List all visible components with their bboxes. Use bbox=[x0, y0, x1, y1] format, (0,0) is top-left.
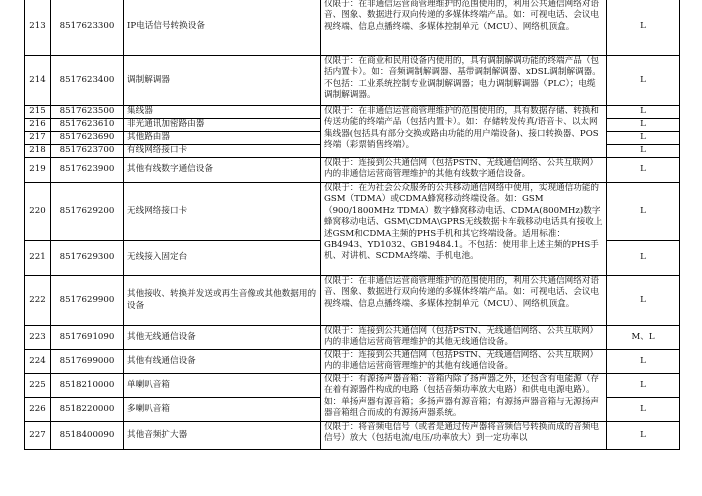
row-number: 214 bbox=[25, 56, 51, 106]
scope-description: 仅限于：有源扬声器音箱：音箱内除了扬声器之外，还包含有电能源（存在着有源器件构成的电路（包括音频功率放大电路）和供电电源电路）。如：单扬声器有源音箱；多扬声器有源音箱；有源扬声器音箱与无源扬声器音箱组合而成的有源扬声器系统。 bbox=[321, 374, 607, 422]
product-name: 非光通讯加密路由器 bbox=[124, 119, 321, 132]
product-name: 无线接入固定台 bbox=[124, 241, 321, 276]
row-number: 227 bbox=[25, 422, 51, 450]
risk-level: L bbox=[607, 398, 680, 422]
product-catalog-table bbox=[24, 0, 680, 450]
scope-description: 仅限于：连接到公共通信网（包括PSTN、无线通信网络、公共互联网）内的非通信运营商管理维护的其他有线通信设备。 bbox=[321, 350, 607, 374]
hs-code: 8517629300 bbox=[51, 241, 124, 276]
product-name: 有线网络接口卡 bbox=[124, 145, 321, 158]
row-number: 221 bbox=[25, 241, 51, 276]
risk-level: L bbox=[607, 119, 680, 132]
table-row bbox=[25, 350, 680, 374]
product-name: 其他路由器 bbox=[124, 132, 321, 145]
table-row bbox=[25, 0, 680, 56]
hs-code: 8517623900 bbox=[51, 158, 124, 183]
hs-code: 8517699000 bbox=[51, 350, 124, 374]
risk-level: L bbox=[607, 374, 680, 398]
row-number: 217 bbox=[25, 132, 51, 145]
scope-description: 仅限于：将音频电信号（或者是通过传声器将音频信号转换而成的音频电信号）放大（包括电流/电压/功率放大）到一定功率以 bbox=[321, 422, 607, 450]
table-row bbox=[25, 106, 680, 119]
risk-level: L bbox=[607, 56, 680, 106]
table-row bbox=[25, 422, 680, 450]
table-row bbox=[25, 183, 680, 241]
scope-description: 仅限于：在非通信运营商管理维护的范围使用的，利用公共通信网络对语音、图象、数据进行双向传递的多媒体终端产品。如：可视电话、会议电视终端、信息点播终端、多媒体控制单元（MCU）、网络机顶盒。 bbox=[321, 276, 607, 326]
scope-description: 仅限于：在商业和民用设备内使用的，具有调制解调功能的终端产品（包括内置卡）。如：音频调制解调器、基带调制解调器、xDSL调制解调器。不包括：工业系统控制专业调制解调器；电力调制解调器（PLC）；电缆调制解调器。 bbox=[321, 56, 607, 106]
scope-description: 仅限于：连接到公共通信网（包括PSTN、无线通信网络、公共互联网）内的非通信运营商管理维护的其他有线数字通信设备。 bbox=[321, 158, 607, 183]
scope-description: 仅限于：在非通信运营商管理维护的范围使用的，具有数据存储、转换和传送功能的终端产品（包括内置卡）。如：存储转发传真/语音卡、以太网集线器(包括具有部分交换或路由功能的用户端设备)、接口转换器、POS终端（彩票销售终端）。 bbox=[321, 106, 607, 158]
hs-code: 8517623690 bbox=[51, 132, 124, 145]
risk-level: L bbox=[607, 422, 680, 450]
table-row bbox=[25, 56, 680, 106]
product-name: 多喇叭音箱 bbox=[124, 398, 321, 422]
row-number: 216 bbox=[25, 119, 51, 132]
row-number: 218 bbox=[25, 145, 51, 158]
risk-level: L bbox=[607, 0, 680, 56]
row-number: 224 bbox=[25, 350, 51, 374]
risk-level: L bbox=[607, 132, 680, 145]
hs-code: 8518210000 bbox=[51, 374, 124, 398]
scope-description: 仅限于：在为社会公众服务的公共移动通信网络中使用，实现通信功能的GSM（TDMA）或CDMA蜂窝移动终端设备。如：GSM（900/1800MHz TDMA）数字蜂窝移动电话、CDMA(800MHz)数字蜂窝移动电话、GSM\CDMA\GPRS无线数据卡车载移动电话具有接收上述GSM和CDMA主频的PHS手机和其它终端设备。适用标准：GB4943、YD1032、GB19484.1。不包括：使用非上述主频的PHS手机、对讲机、SCDMA终端、手机电池。 bbox=[321, 183, 607, 276]
hs-code: 8517629200 bbox=[51, 183, 124, 241]
product-name: 其他接收、转换并发送或再生音像或其他数据用的设备 bbox=[124, 276, 321, 326]
risk-level: L bbox=[607, 106, 680, 119]
row-number: 223 bbox=[25, 326, 51, 350]
risk-level: L bbox=[607, 158, 680, 183]
product-name: 其他音频扩大器 bbox=[124, 422, 321, 450]
risk-level: L bbox=[607, 145, 680, 158]
table-row bbox=[25, 326, 680, 350]
row-number: 213 bbox=[25, 0, 51, 56]
hs-code: 8517623700 bbox=[51, 145, 124, 158]
row-number: 220 bbox=[25, 183, 51, 241]
hs-code: 8517623300 bbox=[51, 0, 124, 56]
product-name: 其他有线通信设备 bbox=[124, 350, 321, 374]
row-number: 226 bbox=[25, 398, 51, 422]
product-name: 集线器 bbox=[124, 106, 321, 119]
product-name: IP电话信号转换设备 bbox=[124, 0, 321, 56]
product-name: 单喇叭音箱 bbox=[124, 374, 321, 398]
product-name: 其他有线数字通信设备 bbox=[124, 158, 321, 183]
scope-description: 仅限于：连接到公共通信网（包括PSTN、无线通信网络、公共互联网）内的非通信运营商管理维护的其他无线通信设备。 bbox=[321, 326, 607, 350]
row-number: 222 bbox=[25, 276, 51, 326]
hs-code: 8517691090 bbox=[51, 326, 124, 350]
product-name: 调制解调器 bbox=[124, 56, 321, 106]
hs-code: 8518400090 bbox=[51, 422, 124, 450]
product-name: 其他无线通信设备 bbox=[124, 326, 321, 350]
hs-code: 8517629900 bbox=[51, 276, 124, 326]
hs-code: 8517623400 bbox=[51, 56, 124, 106]
row-number: 215 bbox=[25, 106, 51, 119]
risk-level: M、L bbox=[607, 326, 680, 350]
table-row bbox=[25, 374, 680, 398]
hs-code: 8517623500 bbox=[51, 106, 124, 119]
hs-code: 8517623610 bbox=[51, 119, 124, 132]
product-name: 无线网络接口卡 bbox=[124, 183, 321, 241]
scope-description: 仅限于：在非通信运营商管理维护的范围使用的，利用公共通信网络对语音、图象、数据进行双向传递的多媒体终端产品。如：可视电话、会议电视终端、信息点播终端、多媒体控制单元（MCU）、网络机顶盒。 bbox=[321, 0, 607, 56]
risk-level: L bbox=[607, 350, 680, 374]
hs-code: 8518220000 bbox=[51, 398, 124, 422]
risk-level: L bbox=[607, 241, 680, 276]
risk-level: L bbox=[607, 276, 680, 326]
table-row bbox=[25, 158, 680, 183]
row-number: 225 bbox=[25, 374, 51, 398]
table-row bbox=[25, 276, 680, 326]
risk-level: L bbox=[607, 183, 680, 241]
row-number: 219 bbox=[25, 158, 51, 183]
